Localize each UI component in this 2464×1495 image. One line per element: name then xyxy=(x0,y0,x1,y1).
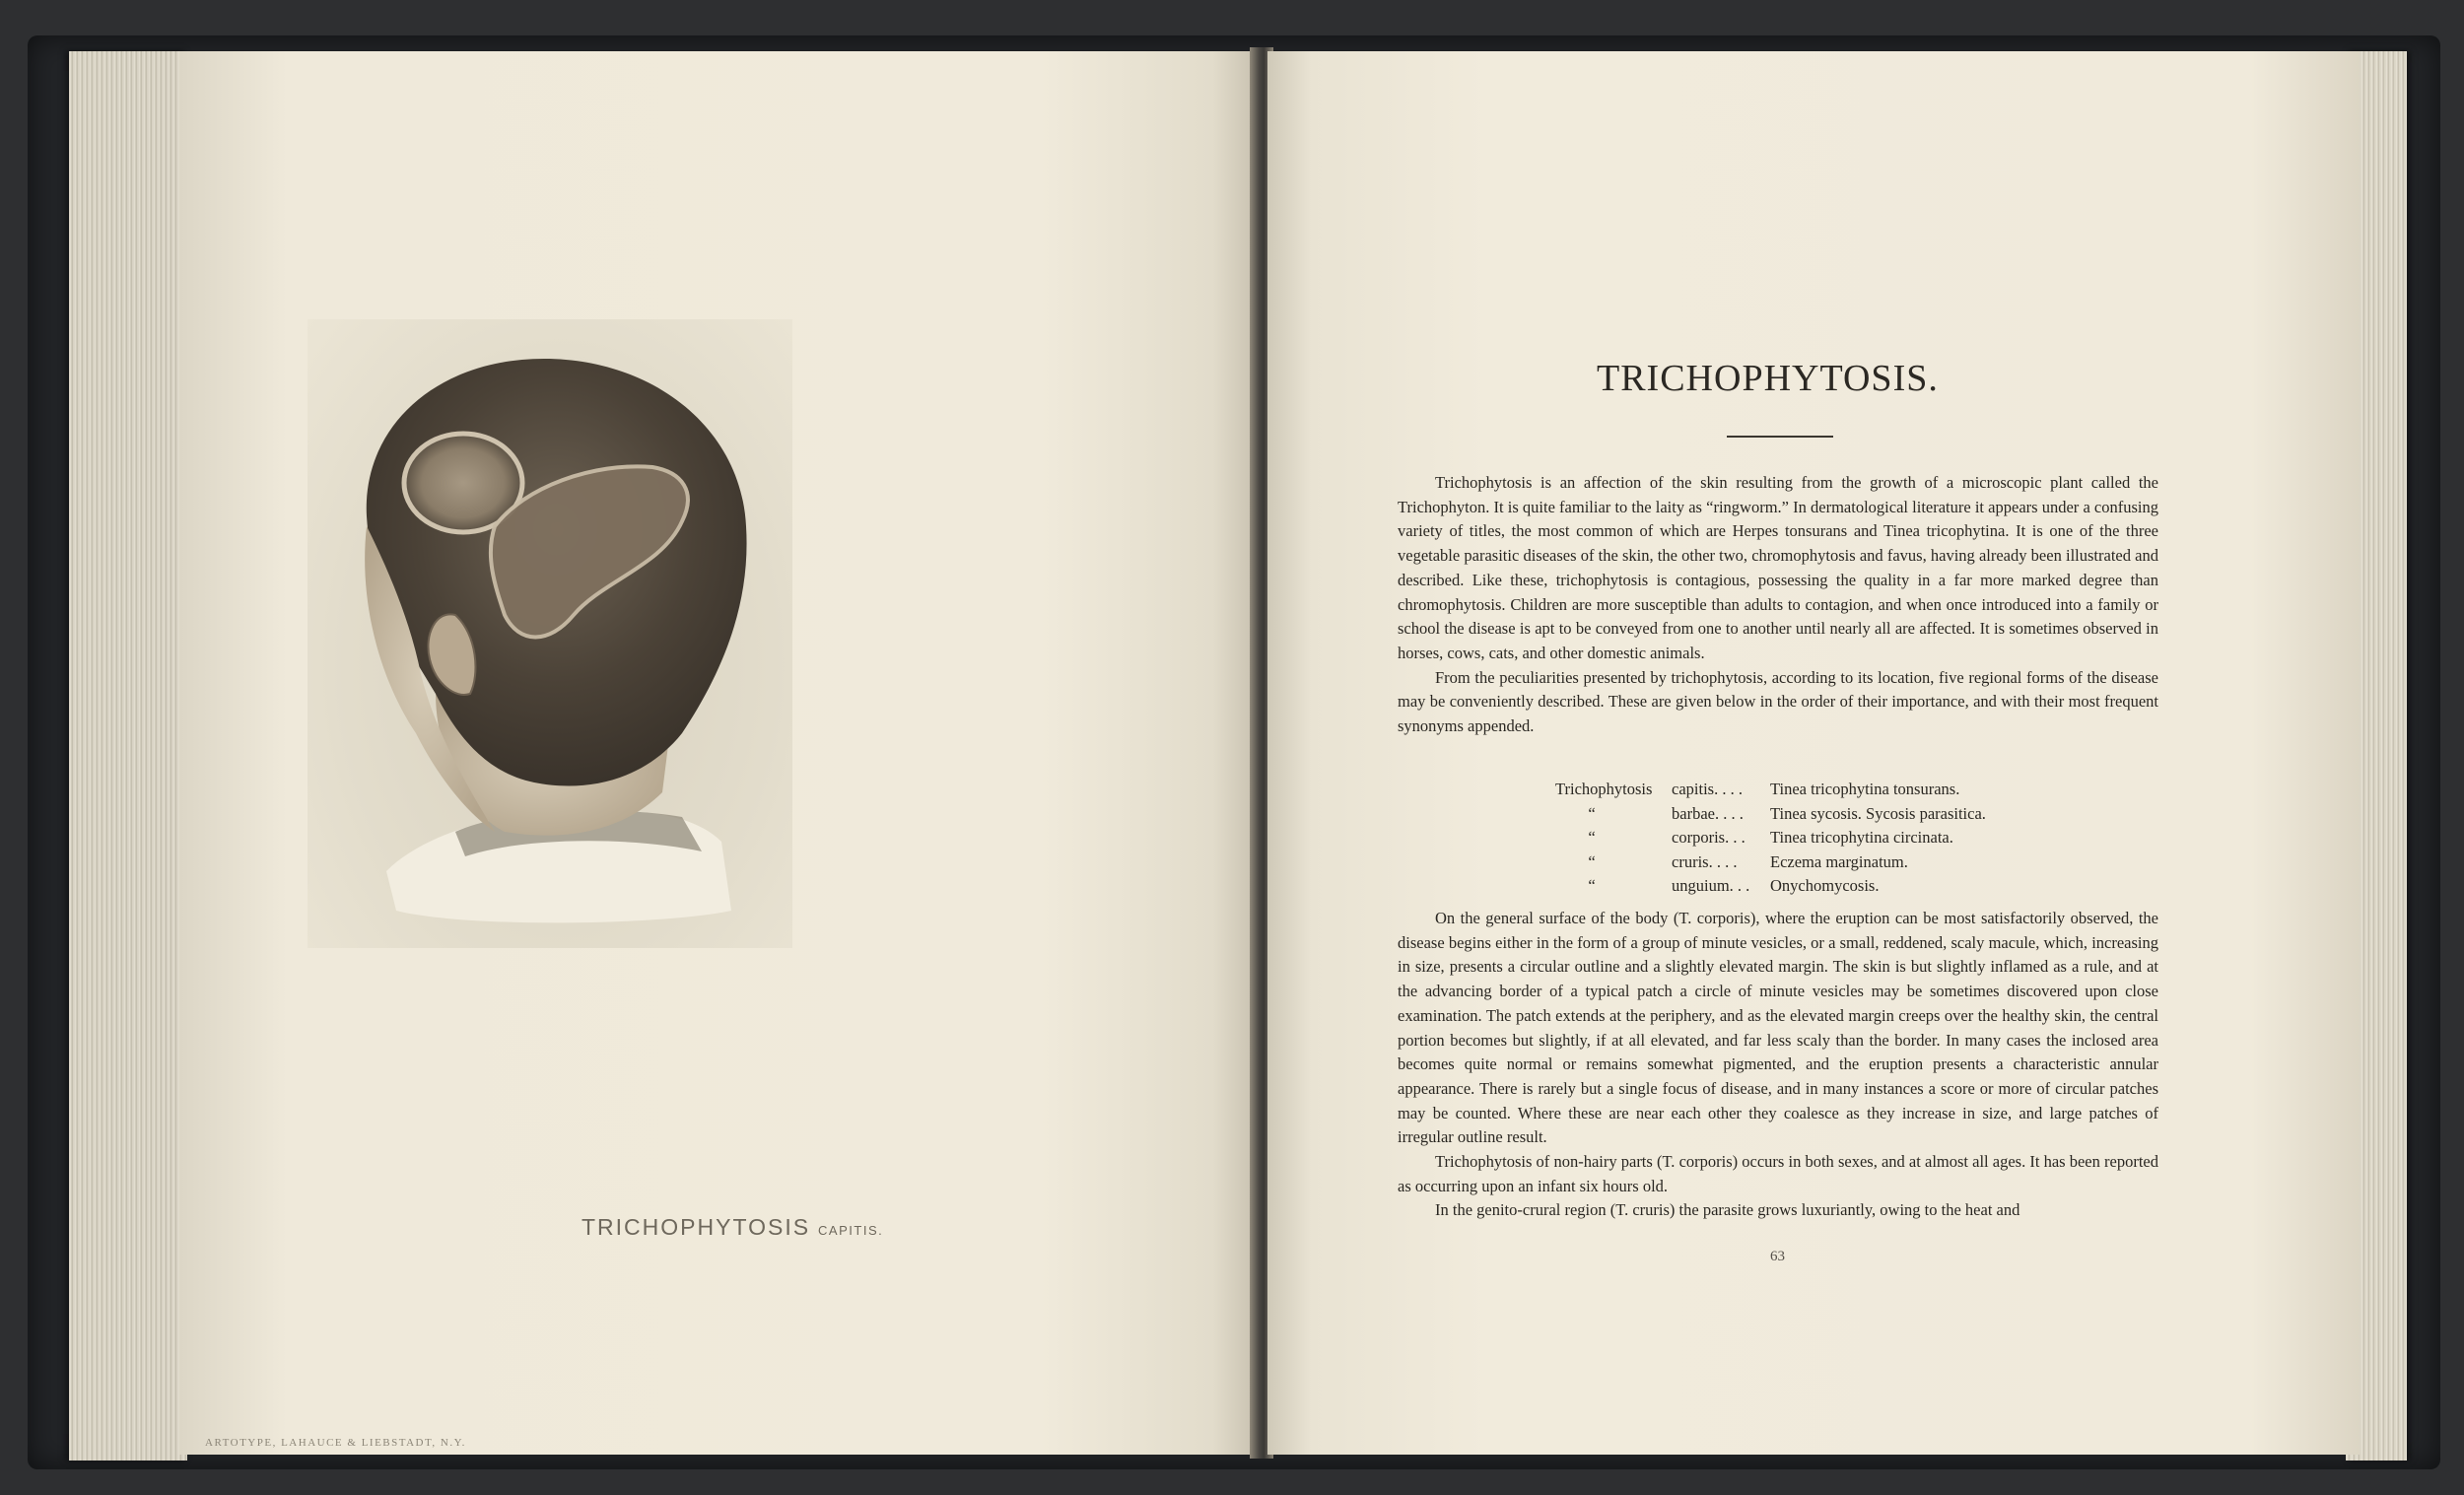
photograph-plate xyxy=(308,319,792,948)
plate-caption-main: TRICHOPHYTOSIS xyxy=(582,1214,811,1240)
plate-caption xyxy=(582,1214,883,1241)
row-species: unguium. . . xyxy=(1672,876,1750,896)
row-synonym: Tinea tricophytina tonsurans. xyxy=(1770,780,1960,798)
body-text-block-1 xyxy=(1398,471,2158,739)
chapter-title: TRICHOPHYTOSIS. xyxy=(1597,358,1939,399)
row-species: barbae. . . . xyxy=(1672,803,1744,823)
table-row xyxy=(1555,850,1986,875)
paragraph-4: Trichophytosis of non-hairy parts (T. corporis) occurs in both sexes, and at almost all ages. It has been reported as occurring upon an infant six hours old. xyxy=(1398,1152,2158,1195)
page-number: 63 xyxy=(1770,1249,1785,1264)
row-genus: “ xyxy=(1588,876,1596,896)
body-text-block-2 xyxy=(1398,907,2158,1223)
table-row xyxy=(1555,778,1986,802)
table-row xyxy=(1555,874,1986,899)
row-genus: “ xyxy=(1588,803,1596,823)
row-species: corporis. . . xyxy=(1672,828,1745,848)
row-synonym: Eczema marginatum. xyxy=(1770,851,1908,871)
forms-table xyxy=(1555,778,1986,899)
row-synonym: Tinea sycosis. Sycosis parasitica. xyxy=(1770,803,1986,823)
row-species: capitis. . . . xyxy=(1672,780,1743,798)
plate-caption-sub: CAPITIS. xyxy=(818,1223,884,1238)
title-rule xyxy=(1727,436,1833,438)
row-synonym: Onychomycosis. xyxy=(1770,876,1880,896)
row-genus: “ xyxy=(1588,851,1596,871)
paragraph-5: In the genito-crural region (T. cruris) the parasite grows luxuriantly, owing to the heat and xyxy=(1435,1200,2020,1220)
right-page xyxy=(1267,51,2360,1455)
head-photograph-image xyxy=(308,319,792,948)
row-genus: Trichophytosis xyxy=(1555,780,1653,798)
row-genus: “ xyxy=(1588,828,1596,848)
row-synonym: Tinea tricophytina circinata. xyxy=(1770,828,1953,848)
paragraph-1: Trichophytosis is an affection of the skin resulting from the growth of a microscopic plant called the Trichophyton. It is quite familiar to the laity as “ringworm.” In dermatological literature it appears under a confusing variety of titles, the most common of which are Herpes tonsurans and Tinea tricophytina. It is one of the three vegetable parasitic diseases of the skin, the other two, chromophytosis and favus, having already been illustrated and described. Like these, trichophytosis is contagious, possessing the quality in a far more marked degree than chromophytosis. Children are more susceptible than adults to contagion, and when once introduced into a family or school the disease is apt to be conveyed from one to another until nearly all are affected. It is sometimes observed in horses, cows, cats, and other domestic animals. xyxy=(1398,473,2158,662)
table-row xyxy=(1555,802,1986,827)
printer-imprint: ARTOTYPE, LAHAUCE & LIEBSTADT, N.Y. xyxy=(205,1437,466,1449)
table-row xyxy=(1555,826,1986,850)
row-species: cruris. . . . xyxy=(1672,851,1738,871)
paragraph-2: From the peculiarities presented by trichophytosis, according to its location, five regional forms of the disease may be conveniently described. These are given below in the order of their importance, and with their most frequent synonyms appended. xyxy=(1398,667,2158,736)
page-edges-left xyxy=(69,51,187,1461)
paragraph-3: On the general surface of the body (T. corporis), where the eruption can be most satisfactorily observed, the disease begins either in the form of a group of minute vesicles, or a small, reddened, scaly macule, which, increasing in size, presents a circular outline and a slightly elevated margin. The skin is but slightly inflamed as a rule, and at the advancing border of a typical patch a circle of minute vesicles may be sometimes discovered upon close examination. The patch extends at the periphery, and as the elevated margin creeps over the healthy skin, the central portion becomes but slightly, if at all elevated, and far less scaly than the border. In many cases the inclosed area becomes quite normal or remains somewhat pigmented, and the eruption presents a characteristic annular appearance. There is rarely but a single focus of disease, and in many instances a score or more of circular patches may be counted. Where these are near each other they coalesce as they increase in size, and large patches of irregular outline result. xyxy=(1398,909,2158,1147)
